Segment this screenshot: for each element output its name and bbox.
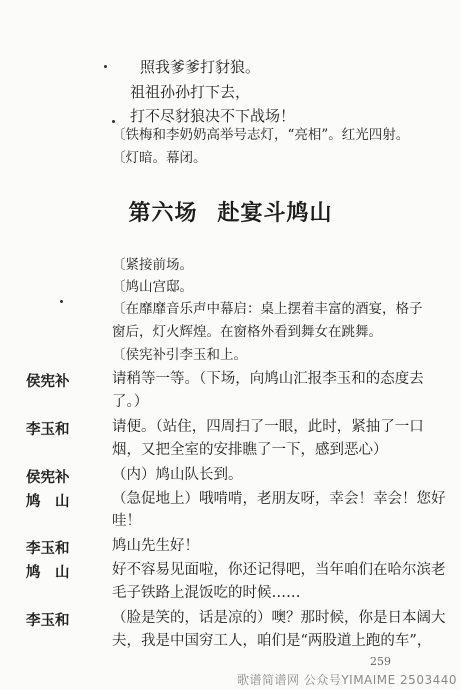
speaker-name: 李玉和 <box>26 541 70 557</box>
verse-line: 打不尽豺狼决不下战场！ <box>130 107 296 125</box>
dialogue-line: 请便。（站住，四周扫了一眼，此时，紧抽了一口 <box>112 419 424 435</box>
speaker-name: 李玉和 <box>26 422 70 438</box>
scene-title <box>0 196 461 227</box>
speaker-name: 侯宪补 <box>26 470 70 486</box>
page-number: 259 <box>370 655 391 668</box>
dialogue-line: 毛子铁路上混饭吃的时候…… <box>112 585 301 601</box>
stage-direction: 〔鸠山宫邸。 <box>112 279 193 295</box>
speaker-name: 鸠 山 <box>26 565 70 581</box>
dialogue-line: 哇！ <box>112 513 141 529</box>
scene-number: 第六场 <box>128 200 198 226</box>
print-speck <box>112 120 115 123</box>
speaker-name: 鸠 山 <box>26 494 70 510</box>
stage-direction: 〔灯暗。幕闭。 <box>112 150 207 166</box>
print-speck <box>104 65 107 68</box>
dialogue-line: （内）鸠山队长到。 <box>112 467 243 483</box>
stage-direction: 〔在靡靡音乐声中幕启：桌上摆着丰富的酒宴，格子 <box>112 301 423 317</box>
print-speck <box>60 300 63 303</box>
speaker-name: 侯宪补 <box>26 374 70 390</box>
speaker-name: 李玉和 <box>26 613 70 629</box>
dialogue-line: 夫，我是中国穷工人，咱们是“两股道上跑的车”， <box>112 633 432 649</box>
dialogue-line: 了。） <box>112 394 149 410</box>
verse-line: 照我爹爹打豺狼。 <box>140 58 261 76</box>
dialogue-line: 烟，又把全室的安排瞧了一下，感到恶心） <box>112 442 388 458</box>
dialogue-line: 鸠山先生好！ <box>112 538 199 554</box>
stage-direction: 〔紧接前场。 <box>112 257 193 273</box>
verse-line: 祖祖孙孙打下去， <box>130 83 251 101</box>
stage-direction: 〔铁梅和李奶奶高举号志灯，“亮相”。红光四射。 <box>112 127 410 143</box>
stage-direction: 〔侯宪补引李玉和上。 <box>112 347 247 363</box>
scene-name: 赴宴斗鸠山 <box>217 200 333 226</box>
watermark: 歌谱简谱网 公众号YIMAIME 2503440 <box>237 673 457 687</box>
dialogue-line: 请稍等一等。（下场，向鸠山汇报李玉和的态度去 <box>112 371 424 387</box>
stage-direction: 窗后，灯火辉煌。在窗格外看到舞女在跳舞。 <box>112 324 382 340</box>
dialogue-line: 好不容易见面啦，你还记得吧，当年咱们在哈尔滨老 <box>112 562 446 578</box>
dialogue-line: （脸是笑的，话是凉的）噢？那时候，你是日本阔大 <box>112 610 446 626</box>
dialogue-line: （急促地上）哦啃啃，老朋友呀，幸会！幸会！您好 <box>112 491 446 507</box>
